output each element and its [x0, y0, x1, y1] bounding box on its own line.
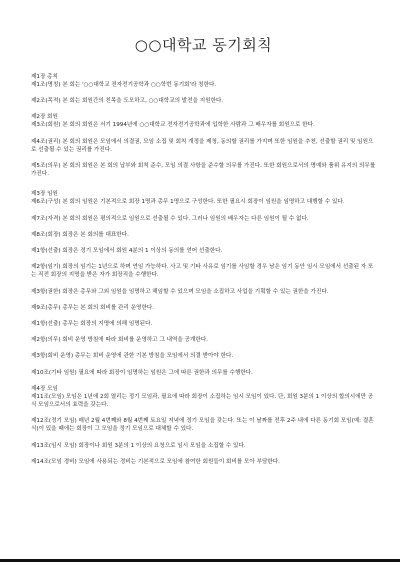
chapter-heading: 제4장 모임	[31, 385, 58, 392]
spacer	[31, 409, 376, 417]
spacer	[31, 312, 376, 320]
article-paragraph: 제10조(기타 임원) 필요에 따라 회장이 임명하는 임원은 그에 따른 권한과 의무를 수행한다.	[31, 369, 253, 376]
article-paragraph: 제3항(회비 운영) 총무는 회비 운영에 관한 기본 방침을 모임에서 의결 받아야 한다.	[31, 353, 234, 360]
document-title: ○○대학교 동기회칙	[134, 36, 273, 54]
chapter-heading: 제2장 회원	[31, 114, 58, 121]
spacer	[31, 89, 376, 97]
article-paragraph: 제13조(임시 모임) 회장이나 회원 3분의 1 이상의 요청으로 임시 모임을 소집할 수 있다.	[31, 442, 246, 449]
spacer	[31, 255, 376, 263]
spacer	[31, 105, 376, 113]
article-paragraph: 제6조(구성) 본 회의 임원은 기본적으로 회장 1명과 총무 1명으로 구성한다. 또한 필요시 회장이 임원을 임명하고 대행할 수 있다.	[31, 199, 345, 206]
article-paragraph: 제8조(회장) 회장은 본 회의를 대표한다.	[31, 231, 129, 238]
article-paragraph: 제2항(의무) 회비 운영 방침에 따라 회비를 운영하고 그 내역을 공개한다.	[31, 337, 209, 344]
spacer	[31, 450, 376, 458]
spacer	[31, 377, 376, 385]
spacer	[31, 223, 376, 231]
article-paragraph: 제2조(목적) 본 회는 회원간의 친목을 도모하고, ○○대학교의 발전을 지원한다.	[31, 98, 224, 105]
spacer	[31, 434, 376, 442]
spacer	[31, 207, 376, 215]
spacer	[31, 344, 376, 352]
page-bottom-divider	[0, 559, 400, 562]
spacer	[31, 154, 376, 162]
article-paragraph: 제14조(모임 경비) 모임에 사용되는 경비는 기본적으로 모임에 참여한 회원들이 회비를 모아 부담한다.	[31, 458, 280, 465]
spacer	[31, 280, 376, 288]
article-paragraph: 제1항(선출) 총무는 회장의 지명에 의해 임명된다.	[31, 321, 153, 328]
article-paragraph: 제2항(임기) 회장의 임기는 1년으로 하며 연임 가능하다. 사고 및 기타 사유로 임기를 사임할 경우 남은 임기 동안 임시 모임에서 선출된 자 또는 직전 회장의 지명을 받은 자가 회장직을 수행한다.	[31, 264, 374, 279]
article-paragraph: 제12조(정기 모임) 매년 2월 4번째와 8월 4번째 토요일 저녁에 정기 모임을 갖는다. 또는 이 날짜를 전후 2주 내에 다른 동기회 모임(예: 결혼식)이 있을 때에는 회장이 그 모임을 정기 모임으로 대체할 수 있다.	[31, 418, 374, 433]
article-paragraph: 제7조(자격) 본 회의 회원은 평의적으로 임원으로 선출될 수 있다. 그러나 임원의 배우자는 다른 임원이 될 수 없다.	[31, 215, 309, 222]
spacer	[31, 130, 376, 138]
article-paragraph: 제5조(의무) 본 회의 회원은 본 회의 납부와 회칙 준수, 모임 의결 사항을 준수할 의무를 가진다. 또한 회원으로서의 명예와 품위 유지의 의무를 가진다.	[31, 163, 376, 178]
document-body	[31, 73, 376, 466]
spacer	[31, 178, 376, 190]
article-paragraph: 제3항(권한) 회장은 총무와 그외 임원을 임명하고 해임할 수 있으며 모임을 소집하고 사업을 기획할 수 있는 권한을 가진다.	[31, 288, 329, 295]
spacer	[31, 328, 376, 336]
spacer	[31, 296, 376, 304]
spacer	[31, 361, 376, 369]
article-paragraph: 제9조(총무) 총무는 본 회의 회비를 관리 운영한다.	[31, 304, 155, 311]
article-paragraph: 제1항(선출) 회장은 정기 모임에서 회원 4분의 1 이상의 동의를 얻어 선출한다.	[31, 248, 223, 255]
article-paragraph: 제3조(회원) 본 회의 회원은 서기 1994년에 ○○대학교 전자전기공학과에 입학한 사람과 그 배우자를 회원으로 한다.	[31, 122, 315, 129]
chapter-heading: 제3장 임원	[31, 191, 58, 198]
article-paragraph: 제11조(모임) 모임은 1년에 2회 열리는 정기 모임과, 필요에 따라 회장이 소집하는 임시 모임이 있다. 단, 회원 3분의 1 이상의 합의시에만 공식 모임으로서의 효력을 갖는다.	[31, 393, 374, 409]
spacer	[31, 239, 376, 247]
article-paragraph: 제1조(명칭) 본 회는 '○○대학교 전자전기공학과 ○○학번 동기회'라 칭한다.	[31, 82, 217, 88]
article-paragraph: 제4조(권리) 본 회의 회원은 모임에서 의결권, 모임 소집 및 회칙 개정을 제청, 동의할 권리를 가지며 또한 임원을 추천, 선출할 권리 및 임원으로 선출될 수 있는 권리를 가진다.	[31, 138, 374, 153]
chapter-heading: 제1장 총칙	[31, 74, 58, 80]
